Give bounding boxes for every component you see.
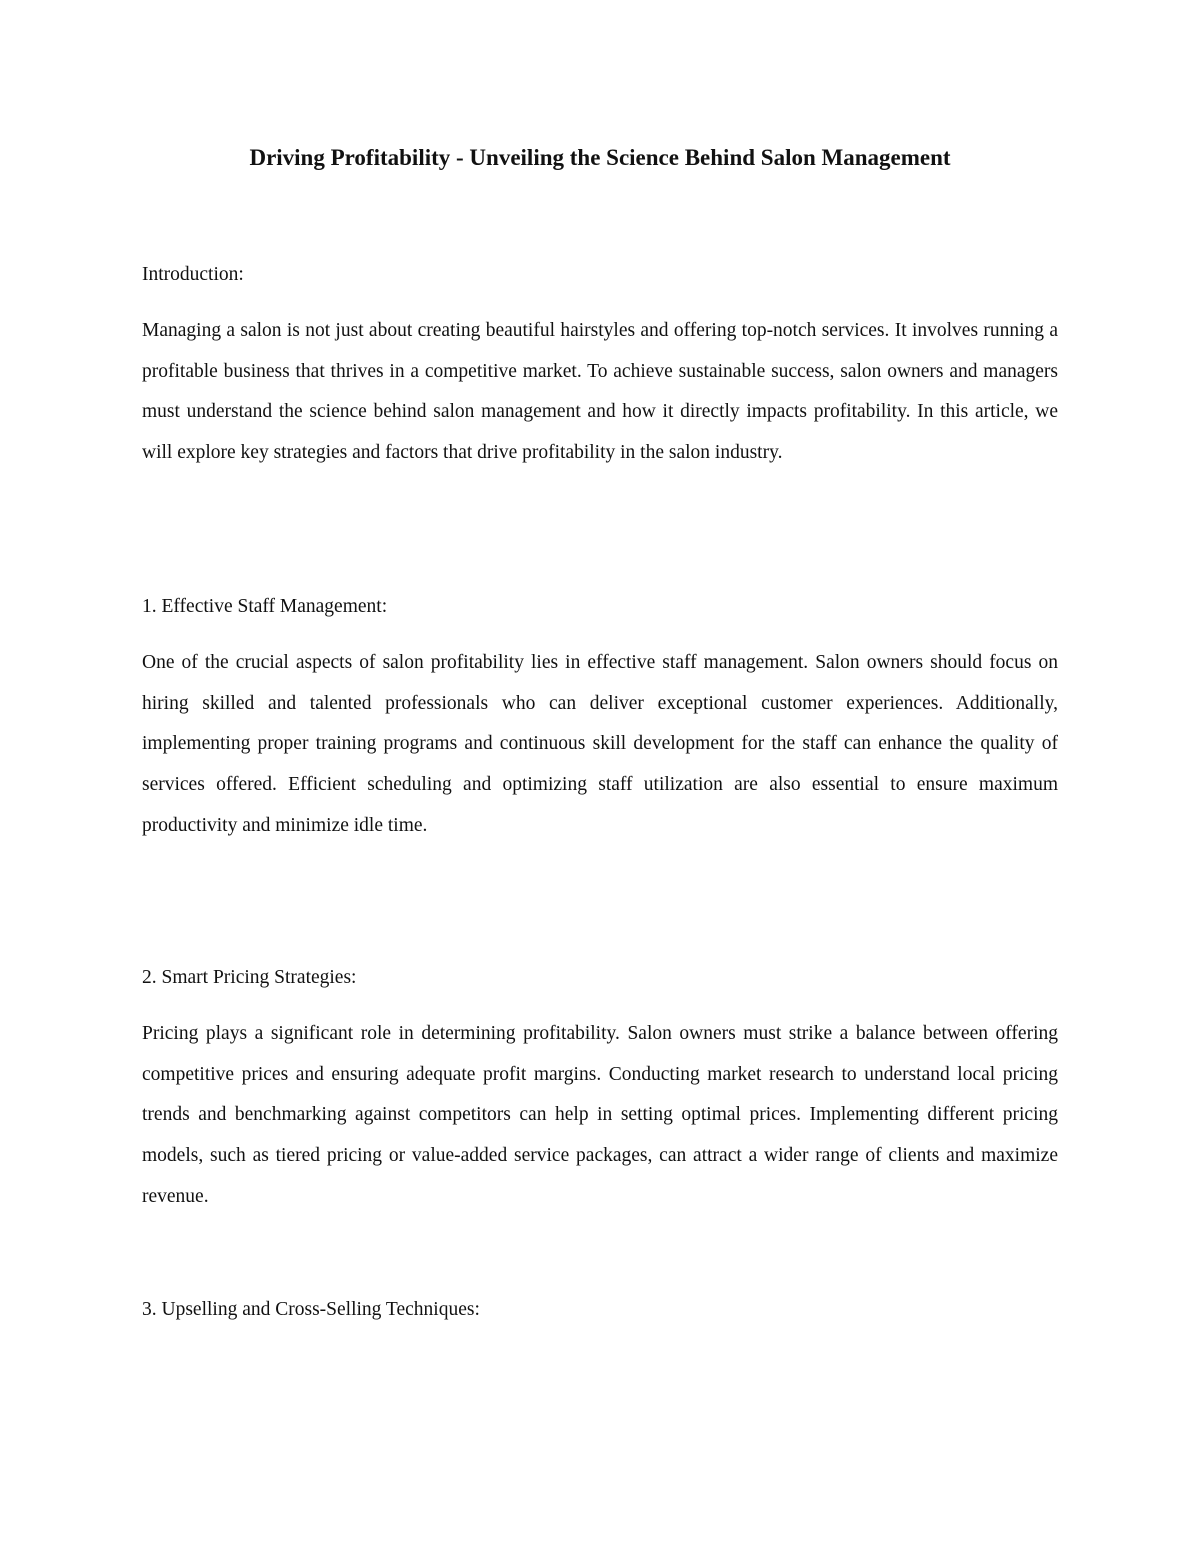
intro-paragraph: Managing a salon is not just about creating beautiful hairstyles and offering top-notch services. It involves running a profitable business that thrives in a competitive market. To achieve sustainable success, salon owners and managers must understand the science behind salon management and how it directly impacts profitability. In this article, we will explore key strategies and factors that drive profitability in the salon industry. — [142, 320, 1058, 464]
section-heading-upselling: 3. Upselling and Cross-Selling Techniques: — [142, 1299, 480, 1320]
section-heading-staff-management: 1. Effective Staff Management: — [142, 596, 388, 617]
intro-label: Introduction: — [142, 264, 244, 285]
section-paragraph-pricing-strategies: Pricing plays a significant role in determining profitability. Salon owners must strike a balance between offering competitive prices and ensuring adequate profit margins. Conducting market research to understand local pricing trends and benchmarking against competitors can help in setting optimal prices. Implementing different pricing models, such as tiered pricing or value-added service packages, can attract a wider range of clients and maximize revenue. — [142, 1023, 1058, 1207]
section-paragraph-staff-management: One of the crucial aspects of salon profitability lies in effective staff management. Salon owners should focus on hiring skilled and talented professionals who can deliver exceptional customer experiences. Additionally, implementing proper training programs and continuous skill development for the staff can enhance the quality of services offered. Efficient scheduling and optimizing staff utilization are also essential to ensure maximum productivity and minimize idle time. — [142, 652, 1058, 836]
section-heading-pricing-strategies: 2. Smart Pricing Strategies: — [142, 967, 357, 988]
document-title: Driving Profitability - Unveiling the Science Behind Salon Management — [249, 145, 951, 170]
